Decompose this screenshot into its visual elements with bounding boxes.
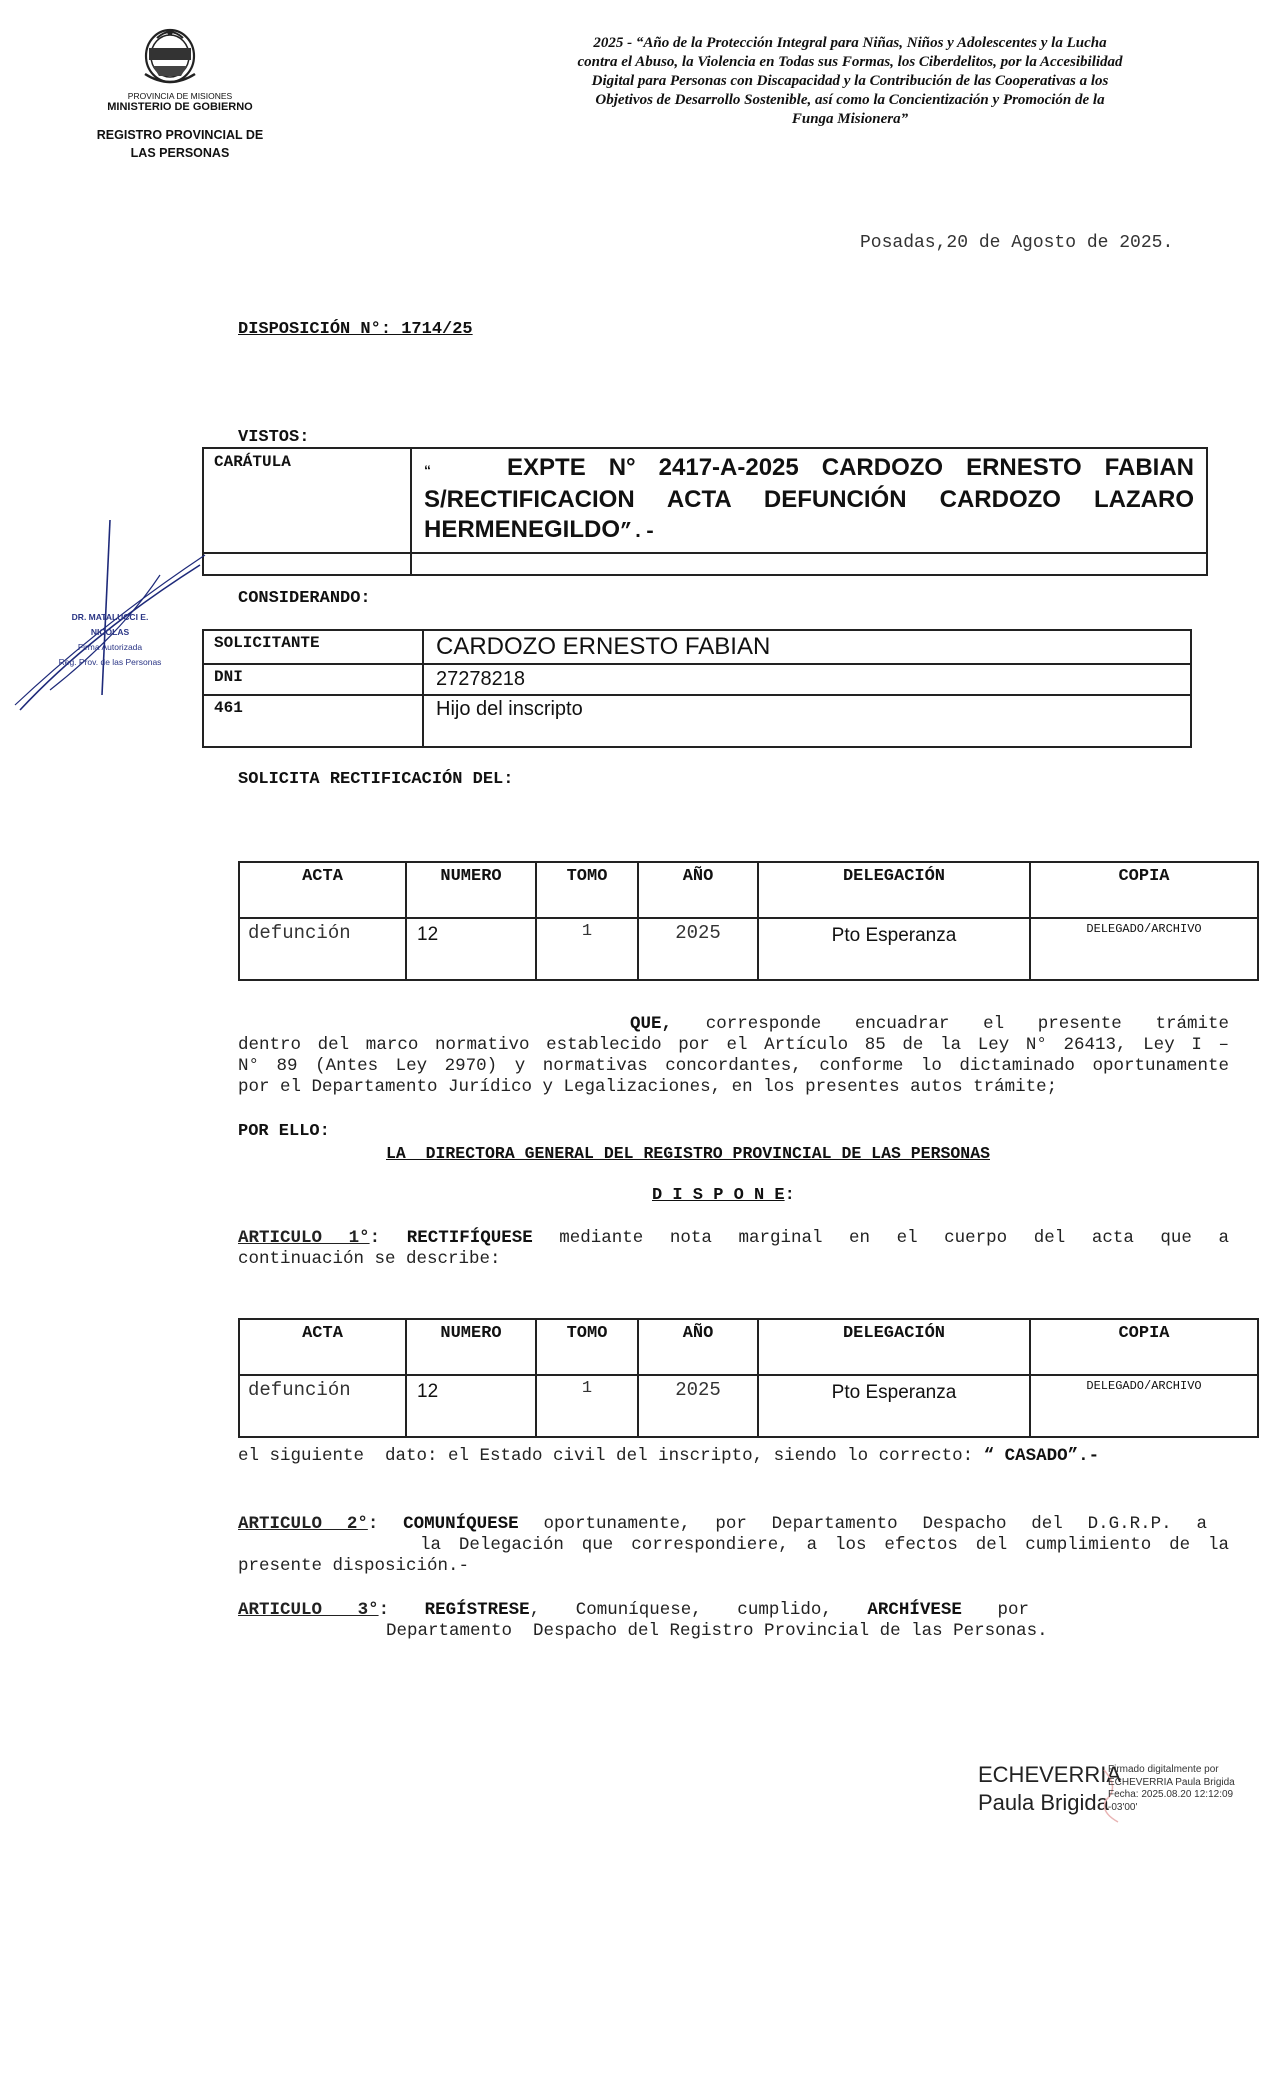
acta-delegation: Pto Esperanza	[831, 925, 957, 946]
dispone-colon: :	[784, 1186, 795, 1205]
article-3-label: ARTICULO 3°	[238, 1600, 379, 1620]
caratula-open-quote: “	[424, 462, 431, 478]
caratula-value-cell	[411, 448, 1207, 553]
article-3-line1	[238, 1600, 1229, 1621]
acta-header-cell: TOMO	[536, 1319, 638, 1375]
place-date: Posadas,20 de Agosto de 2025.	[860, 233, 1174, 253]
province-label: PROVINCIA DE MISIONES	[127, 91, 233, 101]
que-line3: N° 89 (Antes Ley 2970) y normativas concordantes, conforme lo dictaminado oportunamente	[238, 1056, 1229, 1076]
vistos-label: VISTOS:	[238, 428, 310, 447]
acta-header-cell: TOMO	[536, 862, 638, 918]
signer-name-line2: Paula Brigida	[978, 1790, 1109, 1815]
acta-copy-cell: DELEGADO/ARCHIVO	[1030, 1375, 1258, 1437]
caratula-empty-cell	[203, 553, 411, 575]
acta-delegation: Pto Esperanza	[831, 1382, 957, 1403]
que-line4: por el Departamento Jurídico y Legalizaciones, en los presentes autos trámite;	[238, 1077, 1058, 1097]
dni-label: DNI	[214, 668, 243, 686]
acta-header-cell: DELEGACIÓN	[758, 1319, 1030, 1375]
article-3	[238, 1600, 1229, 1642]
ministry-label: MINISTERIO DE GOBIERNO	[107, 101, 253, 113]
article-1-line1	[238, 1228, 1229, 1249]
acta-header-cell: ACTA	[239, 1319, 406, 1375]
caratula-line3-text: HERMENEGILDO	[424, 516, 621, 543]
article-2	[238, 1514, 1229, 1577]
considerando-label: CONSIDERANDO:	[238, 589, 371, 608]
dispone-heading	[652, 1186, 795, 1205]
signature-note-line: ECHEVERRIA Paula Brigida	[1108, 1776, 1235, 1788]
stamp-line: Reg. Prov. de las Personas	[58, 657, 162, 667]
acta-delegation-cell	[758, 918, 1030, 980]
article-2-label: ARTICULO 2°	[238, 1514, 368, 1534]
acta-table-rectified	[238, 1318, 1259, 1438]
digital-signature	[978, 1762, 1238, 1822]
solicitante-name: CARDOZO ERNESTO FABIAN	[436, 633, 771, 660]
dispone-word: D I S P O N E	[652, 1186, 785, 1205]
acta-header-cell: NUMERO	[406, 1319, 536, 1375]
motto-line: contra el Abuso, la Violencia en Todas sus Formas, los Ciberdelitos, por la Accesibilidad	[577, 54, 1123, 70]
acta-year-cell: 2025	[638, 1375, 758, 1437]
relation-value: Hijo del inscripto	[436, 698, 583, 720]
que-line1	[238, 1014, 1229, 1035]
registry-label-line2: LAS PERSONAS	[130, 146, 230, 160]
relation-value-cell	[423, 695, 1191, 747]
acta-header-cell: DELEGACIÓN	[758, 862, 1030, 918]
por-ello-label: POR ELLO:	[238, 1122, 330, 1141]
caratula-line1-text: EXPTE N° 2417-A-2025 CARDOZO ERNESTO FABIAN	[507, 454, 1195, 481]
article-2-line1	[238, 1514, 1229, 1535]
solicitante-table	[202, 629, 1192, 748]
relation-label: 461	[214, 699, 243, 717]
acta-header-cell: COPIA	[1030, 862, 1258, 918]
solicita-label: SOLICITA RECTIFICACIÓN DEL:	[238, 770, 514, 789]
acta-delegation-cell	[758, 1375, 1030, 1437]
dni-value: 27278218	[436, 668, 525, 690]
caratula-line3	[424, 515, 1194, 548]
header-logo-block	[80, 24, 280, 164]
article-3-tail: por	[997, 1600, 1029, 1620]
motto-line: Digital para Personas con Discapacidad y la Contribución de las Cooperativas a los	[591, 73, 1109, 89]
article-1-label-group	[238, 1228, 380, 1248]
que-line2: dentro del marco normativo establecido por el Artículo 85 de la Ley N° 26413, Ley I –	[238, 1035, 1229, 1055]
caratula-line1	[424, 453, 1194, 485]
article-3-line2: Departamento Despacho del Registro Provincial de las Personas.	[386, 1621, 1048, 1641]
acta-tomo-cell: 1	[536, 918, 638, 980]
caratula-empty-cell	[411, 553, 1207, 575]
acta-header-cell: NUMERO	[406, 862, 536, 918]
stamp-line: DR. MATALUCCI E. NICOLAS	[71, 612, 149, 637]
motto-line: Funga Misionera”	[791, 111, 909, 127]
caratula-line2: S/RECTIFICACION ACTA DEFUNCIÓN CARDOZO LAZARO	[424, 486, 1194, 513]
acta-number-cell	[406, 918, 536, 980]
motto-line: 2025 - “Año de la Protección Integral para Niñas, Niños y Adolescentes y la Lucha	[593, 35, 1107, 51]
dato-text: el siguiente dato: el Estado civil del inscripto, siendo lo correcto:	[238, 1446, 974, 1466]
article-2-verb: COMUNÍQUESE	[403, 1514, 519, 1534]
acta-header-cell: AÑO	[638, 1319, 758, 1375]
acta-header-cell: AÑO	[638, 862, 758, 918]
acta-header-cell: ACTA	[239, 862, 406, 918]
acta-type-cell: defunción	[239, 918, 406, 980]
article-2-line1-rest: oportunamente, por Departamento Despacho del D.G.R.P. a	[543, 1514, 1207, 1534]
caratula-label: CARÁTULA	[214, 453, 291, 471]
signature-note	[1108, 1764, 1235, 1814]
acta-type-cell: defunción	[239, 1375, 406, 1437]
acta-number-cell	[406, 1375, 536, 1437]
dato-line	[238, 1446, 1238, 1467]
provincial-crest-icon	[135, 24, 205, 86]
acta-tomo-cell: 1	[536, 1375, 638, 1437]
article-3-label-group	[238, 1600, 389, 1620]
article-1-line2: continuación se describe:	[238, 1249, 501, 1269]
acta-year-cell: 2025	[638, 918, 758, 980]
article-1-verb: RECTIFÍQUESE	[406, 1228, 533, 1248]
article-2-label-group	[238, 1514, 378, 1534]
acta-copy-cell: DELEGADO/ARCHIVO	[1030, 918, 1258, 980]
solicitante-label: SOLICITANTE	[214, 634, 320, 652]
stamp-block	[55, 610, 165, 670]
article-2-line2: la Delegación que correspondiere, a los efectos del cumplimiento de la	[420, 1535, 1229, 1555]
article-2-line3: presente disposición.-	[238, 1556, 470, 1576]
article-1-line1-rest: mediante nota marginal en el cuerpo del acta que a	[559, 1228, 1229, 1248]
article-3-colon: :	[378, 1600, 390, 1620]
signature-note-line: -03'00'	[1108, 1801, 1138, 1813]
signature-note-line: Firmado digitalmente por	[1108, 1764, 1219, 1775]
year-motto	[530, 34, 1170, 129]
signature-note-line: Fecha: 2025.08.20 12:12:09	[1108, 1789, 1234, 1800]
dni-value-cell	[423, 664, 1191, 695]
caratula-table	[202, 447, 1208, 576]
acta-table-original	[238, 861, 1259, 981]
disposition-number: DISPOSICIÓN N°: 1714/25	[238, 320, 473, 339]
acta-header-cell: COPIA	[1030, 1319, 1258, 1375]
acta-number: 12	[417, 924, 439, 945]
solicitante-value-cell	[423, 630, 1191, 664]
motto-line: Objetivos de Desarrollo Sostenible, así como la Concientización y Promoción de la	[595, 92, 1105, 108]
article-3-middle: , Comuníquese, cumplido,	[529, 1600, 832, 1620]
dato-value: “ CASADO”.-	[983, 1446, 1100, 1466]
directora-heading: LA DIRECTORA GENERAL DEL REGISTRO PROVINCIAL DE LAS PERSONAS	[386, 1144, 990, 1163]
solicitante-label-cell	[203, 630, 423, 664]
que-lead: QUE,	[630, 1014, 673, 1034]
signer-name-line1: ECHEVERRIA	[978, 1762, 1122, 1787]
registry-label-line1: REGISTRO PROVINCIAL DE	[96, 128, 264, 142]
caratula-close-quote: ”.-	[620, 521, 657, 544]
relation-label-cell	[203, 695, 423, 747]
que-line1-rest: corresponde encuadrar el presente trámite	[705, 1014, 1229, 1034]
article-1	[238, 1228, 1229, 1270]
caratula-label-cell	[203, 448, 411, 553]
que-paragraph	[238, 1014, 1229, 1098]
article-3-verb1: REGÍSTRESE	[424, 1600, 530, 1620]
dni-label-cell	[203, 664, 423, 695]
acta-number: 12	[417, 1381, 439, 1402]
article-1-colon: :	[369, 1228, 381, 1248]
stamp-line: Firma Autorizada	[77, 642, 143, 652]
article-2-colon: :	[367, 1514, 379, 1534]
article-1-label: ARTICULO 1°	[238, 1228, 370, 1248]
article-3-verb2: ARCHÍVESE	[867, 1600, 962, 1620]
